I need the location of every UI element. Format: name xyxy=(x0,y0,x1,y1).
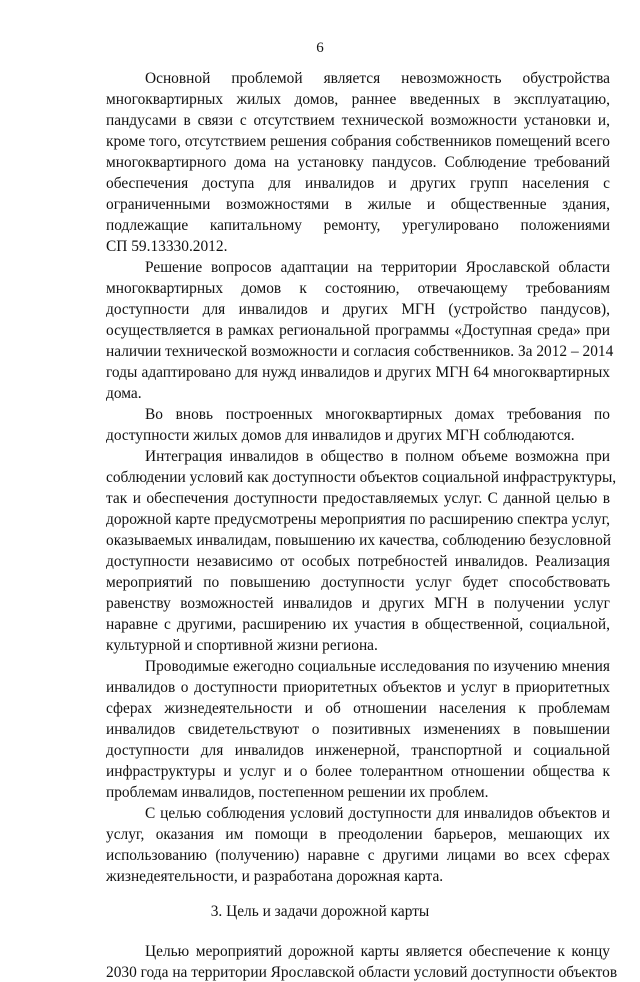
text-line: Основной проблемой является невозможность обустройства xyxy=(145,70,610,87)
text-line: подлежащие капитальному ремонту, урегулировано положениями xyxy=(106,217,610,234)
text-line: ограниченными возможностями в жилые и общественные здания, xyxy=(106,196,610,213)
text-line: многоквартирных жилых домов, раннее введенных в эксплуатацию, xyxy=(106,91,610,108)
text-line: С целью соблюдения условий доступности для инвалидов объектов и xyxy=(145,805,610,822)
text-line: соблюдении условий как доступности объектов социальной инфраструктуры, xyxy=(106,469,617,486)
text-line: использованию (получению) наравне с другими лицами во всех сферах xyxy=(106,847,610,864)
text-line: так и обеспечения доступности предоставляемых услуг. С данной целью в xyxy=(106,490,610,507)
text-line: инфраструктуры и услуг и о более толерантном отношении общества к xyxy=(106,763,610,780)
text-line: оказываемых инвалидам, повышению их качества, соблюдению безусловной xyxy=(106,532,612,549)
text-line: доступности независимо от особых потребностей инвалидов. Реализация xyxy=(106,553,610,570)
text-line: проблемам инвалидов, постепенном решении их проблем. xyxy=(106,784,489,801)
text-line: доступности жилых домов для инвалидов и других МГН соблюдаются. xyxy=(106,427,575,444)
text-line: осуществляется в рамках региональной программы «Доступная среда» при xyxy=(106,322,610,339)
page-number: 6 xyxy=(316,40,324,56)
text-line: Проводимые ежегодно социальные исследования по изучению мнения xyxy=(145,658,610,675)
text-line: 2030 года на территории Ярославской области условий доступности объектов xyxy=(106,964,618,981)
text-line: пандусами в связи с отсутствием технической возможности установки и, xyxy=(106,112,610,129)
text-line: культурной и спортивной жизни региона. xyxy=(106,637,378,654)
text-line: Интеграция инвалидов в общество в полном объеме возможна при xyxy=(145,448,610,465)
text-line: дома. xyxy=(106,385,142,402)
text-line: Целью мероприятий дорожной карты является обеспечение к концу xyxy=(145,943,610,960)
text-line: равенству возможностей инвалидов и других МГН в получении услуг xyxy=(106,595,610,612)
text-line: услуг, оказания им помощи в преодолении барьеров, мешающих их xyxy=(106,826,610,843)
text-line: обеспечения доступа для инвалидов и других групп населения с xyxy=(106,175,610,192)
text-line: жизнедеятельности, и разработана дорожная карта. xyxy=(106,868,444,885)
text-line: доступности для инвалидов инженерной, транспортной и социальной xyxy=(106,742,610,759)
text-line: Во вновь построенных многоквартирных домах требования по xyxy=(145,406,610,423)
text-line: кроме того, отсутствием решения собрания собственников помещений всего xyxy=(106,133,610,150)
text-line: многоквартирных домов к состоянию, отвечающему требованиям xyxy=(106,280,610,297)
text-line: дорожной карте предусмотрены мероприятия по расширению спектра услуг, xyxy=(106,511,610,528)
text-line: СП 59.13330.2012. xyxy=(106,238,228,255)
text-line: наравне с другими, расширению их участия в общественной, социальной, xyxy=(106,616,610,633)
text-line: наличии технической возможности и согласия собственников. За 2012 – 2014 xyxy=(106,343,614,360)
text-line: сферах жизнедеятельности и об отношении населения к проблемам xyxy=(106,700,610,717)
text-line: инвалидов свидетельствуют о позитивных изменениях в повышении xyxy=(106,721,610,738)
section-heading: 3. Цель и задачи дорожной карты xyxy=(210,903,430,920)
text-line: доступности для инвалидов и других МГН (устройство пандусов), xyxy=(106,301,610,318)
text-line: многоквартирного дома на установку пандусов. Соблюдение требований xyxy=(106,154,610,171)
text-line: мероприятий по повышению доступности услуг будет способствовать xyxy=(106,574,610,591)
text-line: Решение вопросов адаптации на территории Ярославской области xyxy=(145,259,610,276)
text-line: годы адаптировано для нужд инвалидов и других МГН 64 многоквартирных xyxy=(106,364,610,381)
text-line: инвалидов о доступности приоритетных объектов и услуг в приоритетных xyxy=(106,679,610,696)
